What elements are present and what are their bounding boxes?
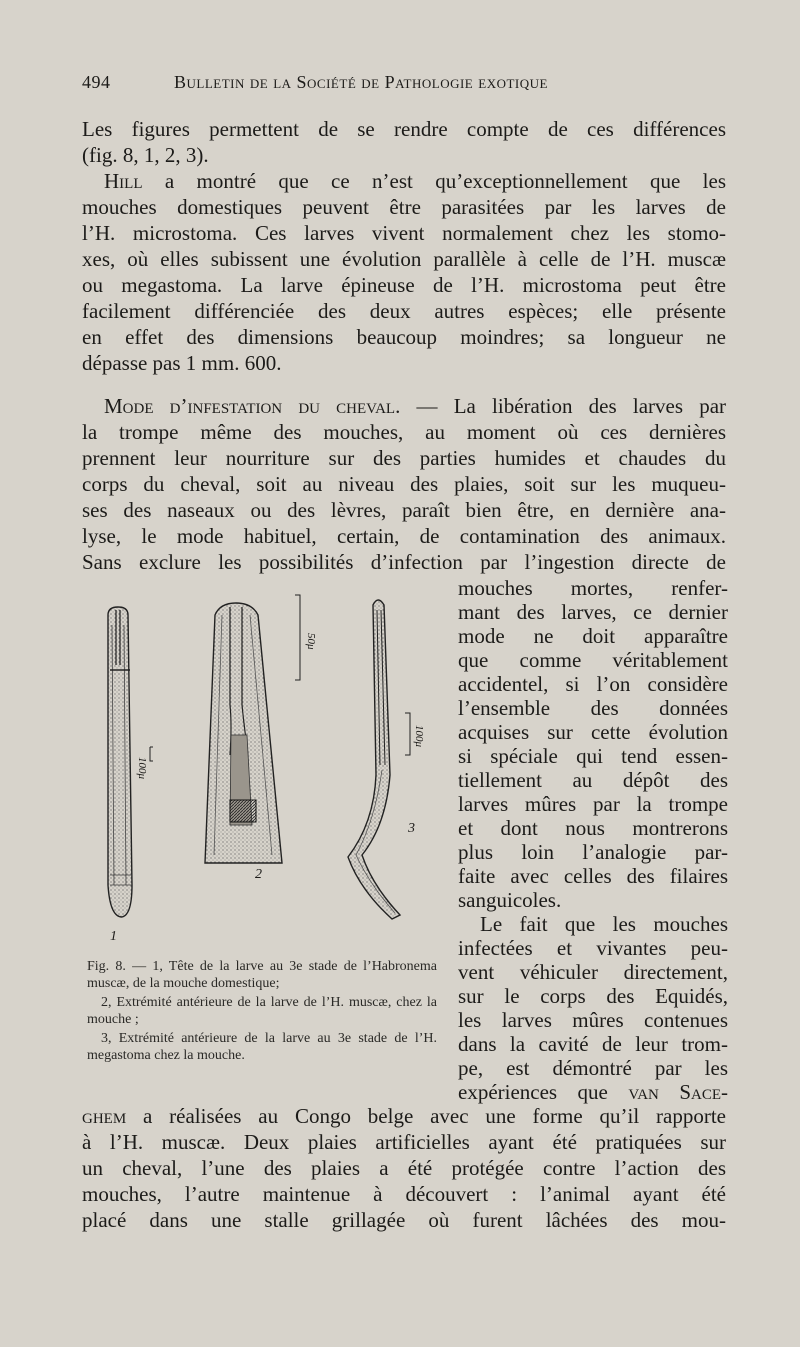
text-line: corps du cheval, soit au niveau des plaies, soit sur les muqueu- <box>82 472 726 496</box>
text-line: dépasse pas 1 mm. 600. <box>82 351 282 375</box>
caption-item-2: 2, Extrémité antérieure de la larve de l’H. muscæ, chez la mouche ; <box>87 995 437 1027</box>
text-line: mode ne doit apparaître <box>458 624 728 648</box>
figure-label-1: 1 <box>110 929 117 944</box>
text-line: facilement différenciée des deux autres espèces; elle présente <box>82 299 726 323</box>
text-line: si spéciale qui tend essen- <box>458 744 728 768</box>
text-line: placé dans une stalle grillagée où furent lâchées des mou- <box>82 1208 726 1232</box>
text-line: xes, où elles subissent une évolution parallèle à celle de l’H. muscæ <box>82 247 726 271</box>
author-name: ghem <box>82 1104 127 1128</box>
text-line <box>458 1080 728 1104</box>
text-line: infectées et vivantes peu- <box>458 936 728 960</box>
text-line: que comme véritablement <box>458 648 728 672</box>
text-line: tiellement au dépôt des <box>458 768 728 792</box>
text-line: lyse, le mode habituel, certain, de contamination des animaux. <box>82 524 726 548</box>
text-span: a montré que ce n’est qu’exceptionnellement que les <box>142 169 726 193</box>
text-line: ou megastoma. La larve épineuse de l’H. microstoma peut être <box>82 273 726 297</box>
larva-3-drawing <box>348 600 410 919</box>
text-span: — La libération des larves par <box>400 394 727 418</box>
scale-bar-label-1: 100μ <box>136 757 148 780</box>
caption-item-1: Fig. 8. — 1, Tête de la larve au 3e stade de l’Habronema muscæ, de la mouche domestique; <box>87 959 437 991</box>
caption-item-3: 3, Extrémité antérieure de la larve au 3e stade de l’H. megastoma chez la mouche. <box>87 1031 437 1063</box>
text-line <box>82 394 726 418</box>
text-line: dans la cavité de leur trom- <box>458 1032 728 1056</box>
figure-label-2: 2 <box>255 867 262 882</box>
text-line: à l’H. muscæ. Deux plaies artificielles ayant été pratiquées sur <box>82 1130 726 1154</box>
figure-8-illustration <box>90 585 440 955</box>
text-line: mouches domestiques peuvent être parasitées par les larves de <box>82 195 726 219</box>
author-name: van Sace- <box>628 1080 728 1104</box>
text-line: plus loin l’analogie par- <box>458 840 728 864</box>
section-heading: Mode d’infestation du cheval. <box>104 394 401 418</box>
text-line: l’H. microstoma. Ces larves vivent normalement chez les stomo- <box>82 221 726 245</box>
text-line: ses des naseaux ou des lèvres, paraît bien être, en dernière ana- <box>82 498 726 522</box>
figure-caption <box>87 958 437 1066</box>
text-line: Sans exclure les possibilités d’infection par l’ingestion directe de <box>82 550 726 574</box>
text-line: pe, est démontré par les <box>458 1056 728 1080</box>
text-line: mant des larves, ce dernier <box>458 600 728 624</box>
text-line <box>82 1104 726 1128</box>
text-line: Les figures permettent de se rendre compte de ces différences <box>82 117 726 141</box>
text-line: les larves mûres contenues <box>458 1008 728 1032</box>
figure-label-3: 3 <box>408 821 415 836</box>
text-line: larves mûres par la trompe <box>458 792 728 816</box>
text-line: (fig. 8, 1, 2, 3). <box>82 143 209 167</box>
text-line: acquises sur cette évolution <box>458 720 728 744</box>
text-line: accidentel, si l’on considère <box>458 672 728 696</box>
larva-2-drawing <box>205 595 300 863</box>
text-line: mouches, l’autre maintenue à découvert : l’animal ayant été <box>82 1182 726 1206</box>
scale-bar-label-2: 50μ <box>305 633 317 650</box>
text-line: prennent leur nourriture sur des parties humides et chaudes du <box>82 446 726 470</box>
text-line: et dont nous montrerons <box>458 816 728 840</box>
text-line: un cheval, l’une des plaies a été protégée contre l’action des <box>82 1156 726 1180</box>
text-line: en effet des dimensions beaucoup moindres; sa longueur ne <box>82 325 726 349</box>
text-line: mouches mortes, renfer- <box>458 576 728 600</box>
text-line: l’ensemble des données <box>458 696 728 720</box>
text-line: vent véhiculer directement, <box>458 960 728 984</box>
text-line: la trompe même des mouches, au moment où ces dernières <box>82 420 726 444</box>
author-name: Hill <box>104 169 143 193</box>
page-number: 494 <box>82 72 111 92</box>
running-title: Bulletin de la Société de Pathologie exotique <box>174 72 548 92</box>
scale-bar-label-3: 100μ <box>413 725 425 748</box>
text-span: expériences que <box>458 1080 629 1104</box>
text-line: sanguicoles. <box>458 888 562 912</box>
text-span: a réalisées au Congo belge avec une forme qu’il rapporte <box>126 1104 726 1128</box>
text-line <box>82 169 726 193</box>
text-line: faite avec celles des filaires <box>458 864 728 888</box>
text-line: sur le corps des Equidés, <box>458 984 728 1008</box>
text-line: Le fait que les mouches <box>480 912 728 936</box>
